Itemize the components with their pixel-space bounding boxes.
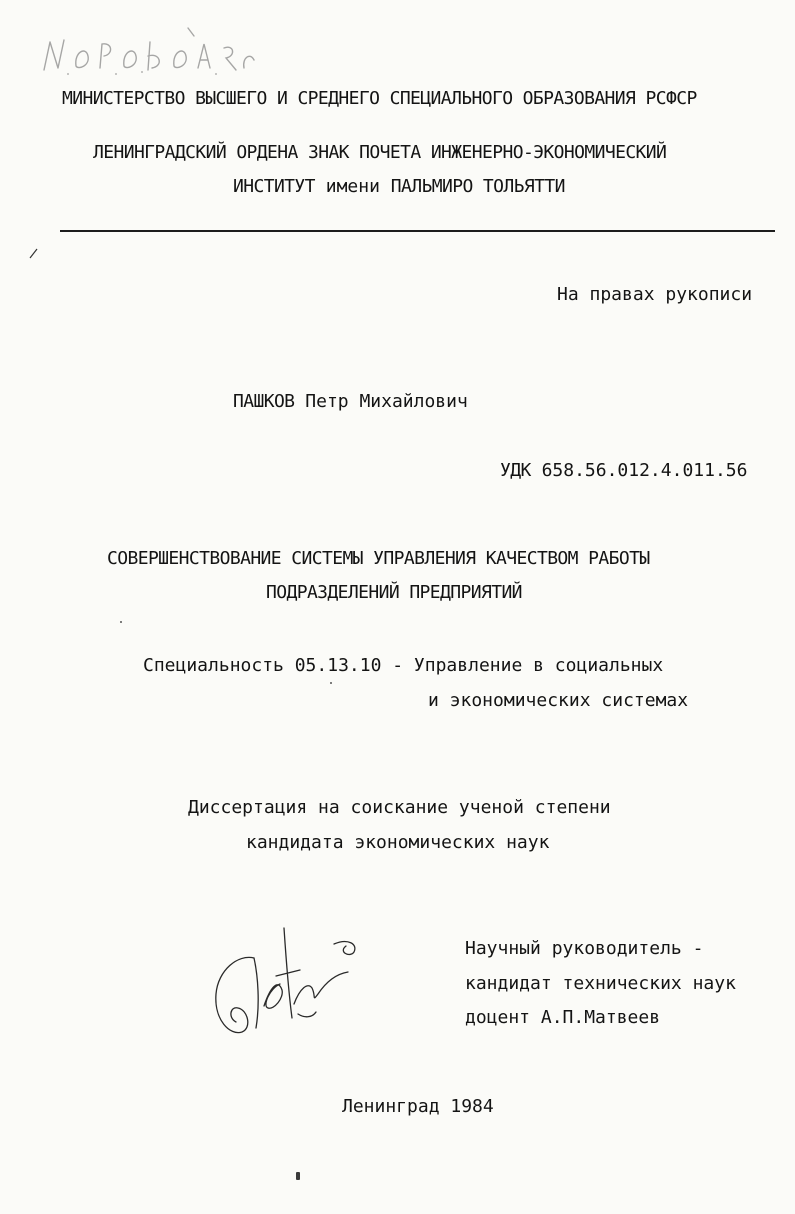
institute-imeni: имени — [325, 176, 380, 197]
institute-name: ПАЛЬМИРО ТОЛЬЯТТИ — [390, 176, 565, 197]
ministry-heading: МИНИСТЕРСТВО ВЫСШЕГО И СРЕДНЕГО СПЕЦИАЛЬНОГО ОБРАЗОВАНИЯ РСФСР — [62, 88, 697, 109]
author-name — [233, 391, 468, 413]
manuscript-note: На правах рукописи — [557, 284, 753, 305]
institute-heading-line2 — [233, 176, 565, 198]
stamp-text: Н Р Б О б Л Я — [38, 80, 46, 81]
author-surname: ПАШКОВ — [233, 391, 295, 412]
supervisor-line2: кандидат технических наук — [465, 973, 736, 994]
thesis-title-line2: ПОДРАЗДЕЛЕНИЙ ПРЕДПРИЯТИЙ — [266, 582, 522, 603]
scan-speck — [296, 1172, 300, 1180]
udc-label: УДК — [500, 460, 531, 481]
thesis-title-line1: СОВЕРШЕНСТВОВАНИЕ СИСТЕМЫ УПРАВЛЕНИЯ КАЧЕСТВОМ РАБОТЫ — [107, 548, 650, 569]
institute-heading-line1: ЛЕНИНГРАДСКИЙ ОРДЕНА ЗНАК ПОЧЕТА ИНЖЕНЕРНО-ЭКОНОМИЧЕСКИЙ — [93, 142, 667, 163]
udc-code — [500, 460, 747, 482]
udc-number: 658.56.012.4.011.56 — [541, 460, 748, 481]
library-stamp — [38, 22, 263, 82]
scan-speck — [120, 621, 122, 623]
dissertation-line2: кандидата экономических наук — [246, 832, 550, 853]
institute-word: ИНСТИТУТ — [233, 176, 315, 197]
scan-mark — [28, 246, 40, 260]
supervisor-line1: Научный руководитель - — [465, 938, 704, 959]
signature — [208, 918, 368, 1048]
specialty-line2: и экономических системах — [428, 690, 689, 711]
supervisor-line3: доцент А.П.Матвеев — [465, 1007, 661, 1028]
header-divider — [60, 230, 775, 232]
author-given-names: Петр Михайлович — [305, 391, 468, 412]
specialty-line1: Специальность 05.13.10 - Управление в социальных — [143, 655, 664, 676]
city-year: Ленинград 1984 — [342, 1096, 494, 1117]
dissertation-line1: Диссертация на соискание ученой степени — [188, 797, 611, 818]
scan-speck — [330, 682, 332, 684]
